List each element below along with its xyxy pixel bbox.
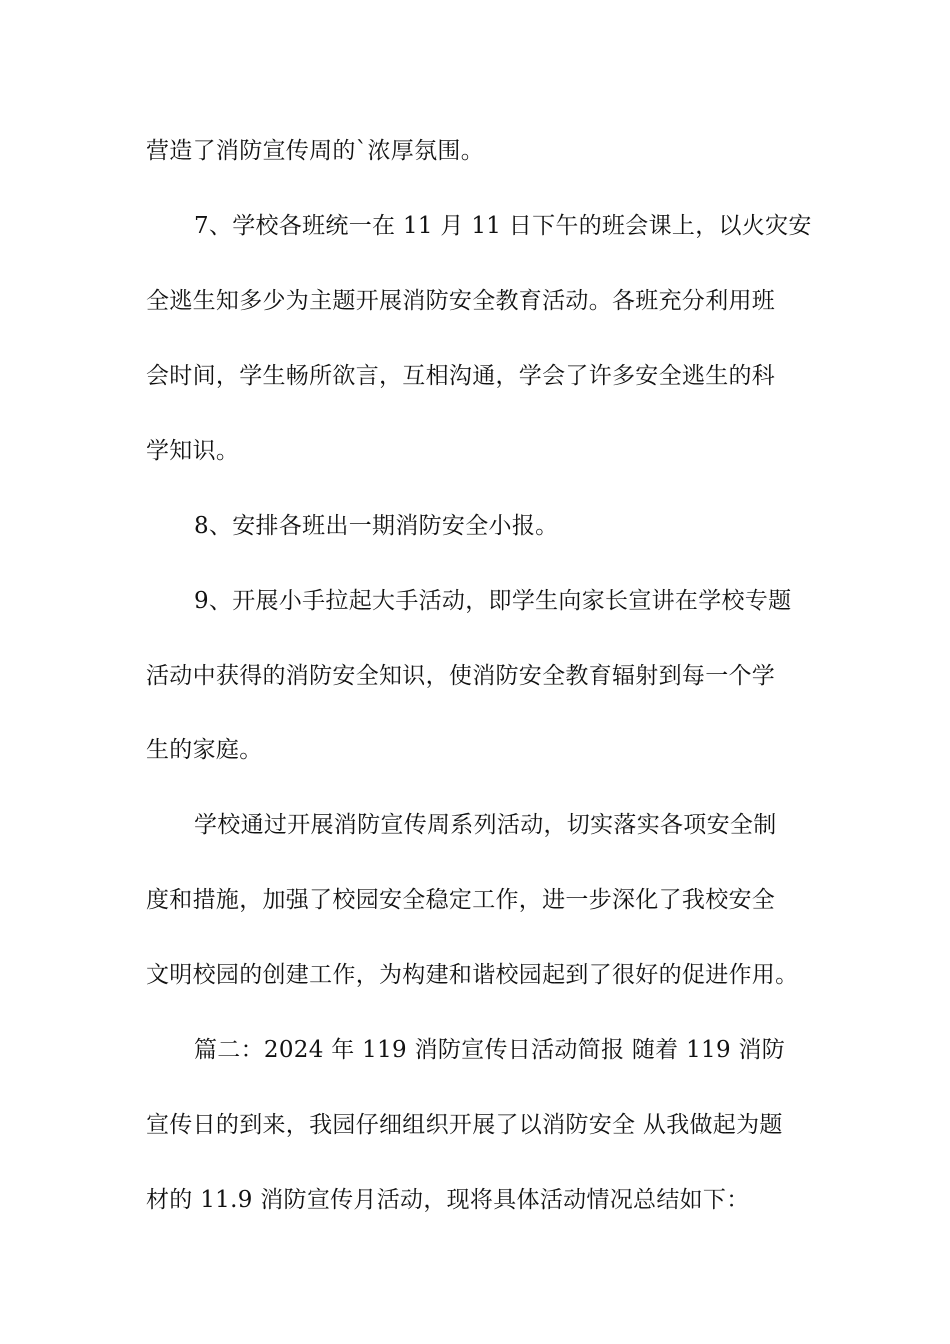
text-line: 会时间，学生畅所欲言，互相沟通，学会了许多安全逃生的科 [146, 363, 776, 389]
text-line: 学校通过开展消防宣传周系列活动，切实落实各项安全制 [194, 812, 777, 838]
text-line: 文明校园的创建工作，为构建和谐校园起到了很好的促进作用。 [146, 962, 799, 988]
text-line: 生的家庭。 [146, 737, 263, 763]
text-line: 度和措施，加强了校园安全稳定工作，进一步深化了我校安全 [146, 887, 776, 913]
text-line: 9、开展小手拉起大手活动，即学生向家长宣讲在学校专题 [194, 588, 792, 614]
text-line: 营造了消防宣传周的`浓厚氛围。 [146, 138, 484, 164]
text-line: 宣传日的到来，我园仔细组织开展了以消防安全 从我做起为题 [146, 1112, 783, 1138]
text-line: 全逃生知多少为主题开展消防安全教育活动。各班充分利用班 [146, 288, 776, 314]
text-line: 活动中获得的消防安全知识，使消防安全教育辐射到每一个学 [146, 663, 776, 689]
text-line: 篇二：2024 年 119 消防宣传日活动简报 随着 119 消防 [194, 1037, 786, 1063]
text-line: 学知识。 [146, 438, 240, 464]
text-line: 7、学校各班统一在 11 月 11 日下午的班会课上，以火灾安 [194, 213, 812, 239]
text-line: 8、安排各班出一期消防安全小报。 [194, 513, 559, 539]
text-line: 材的 11.9 消防宣传月活动，现将具体活动情况总结如下： [146, 1187, 750, 1213]
